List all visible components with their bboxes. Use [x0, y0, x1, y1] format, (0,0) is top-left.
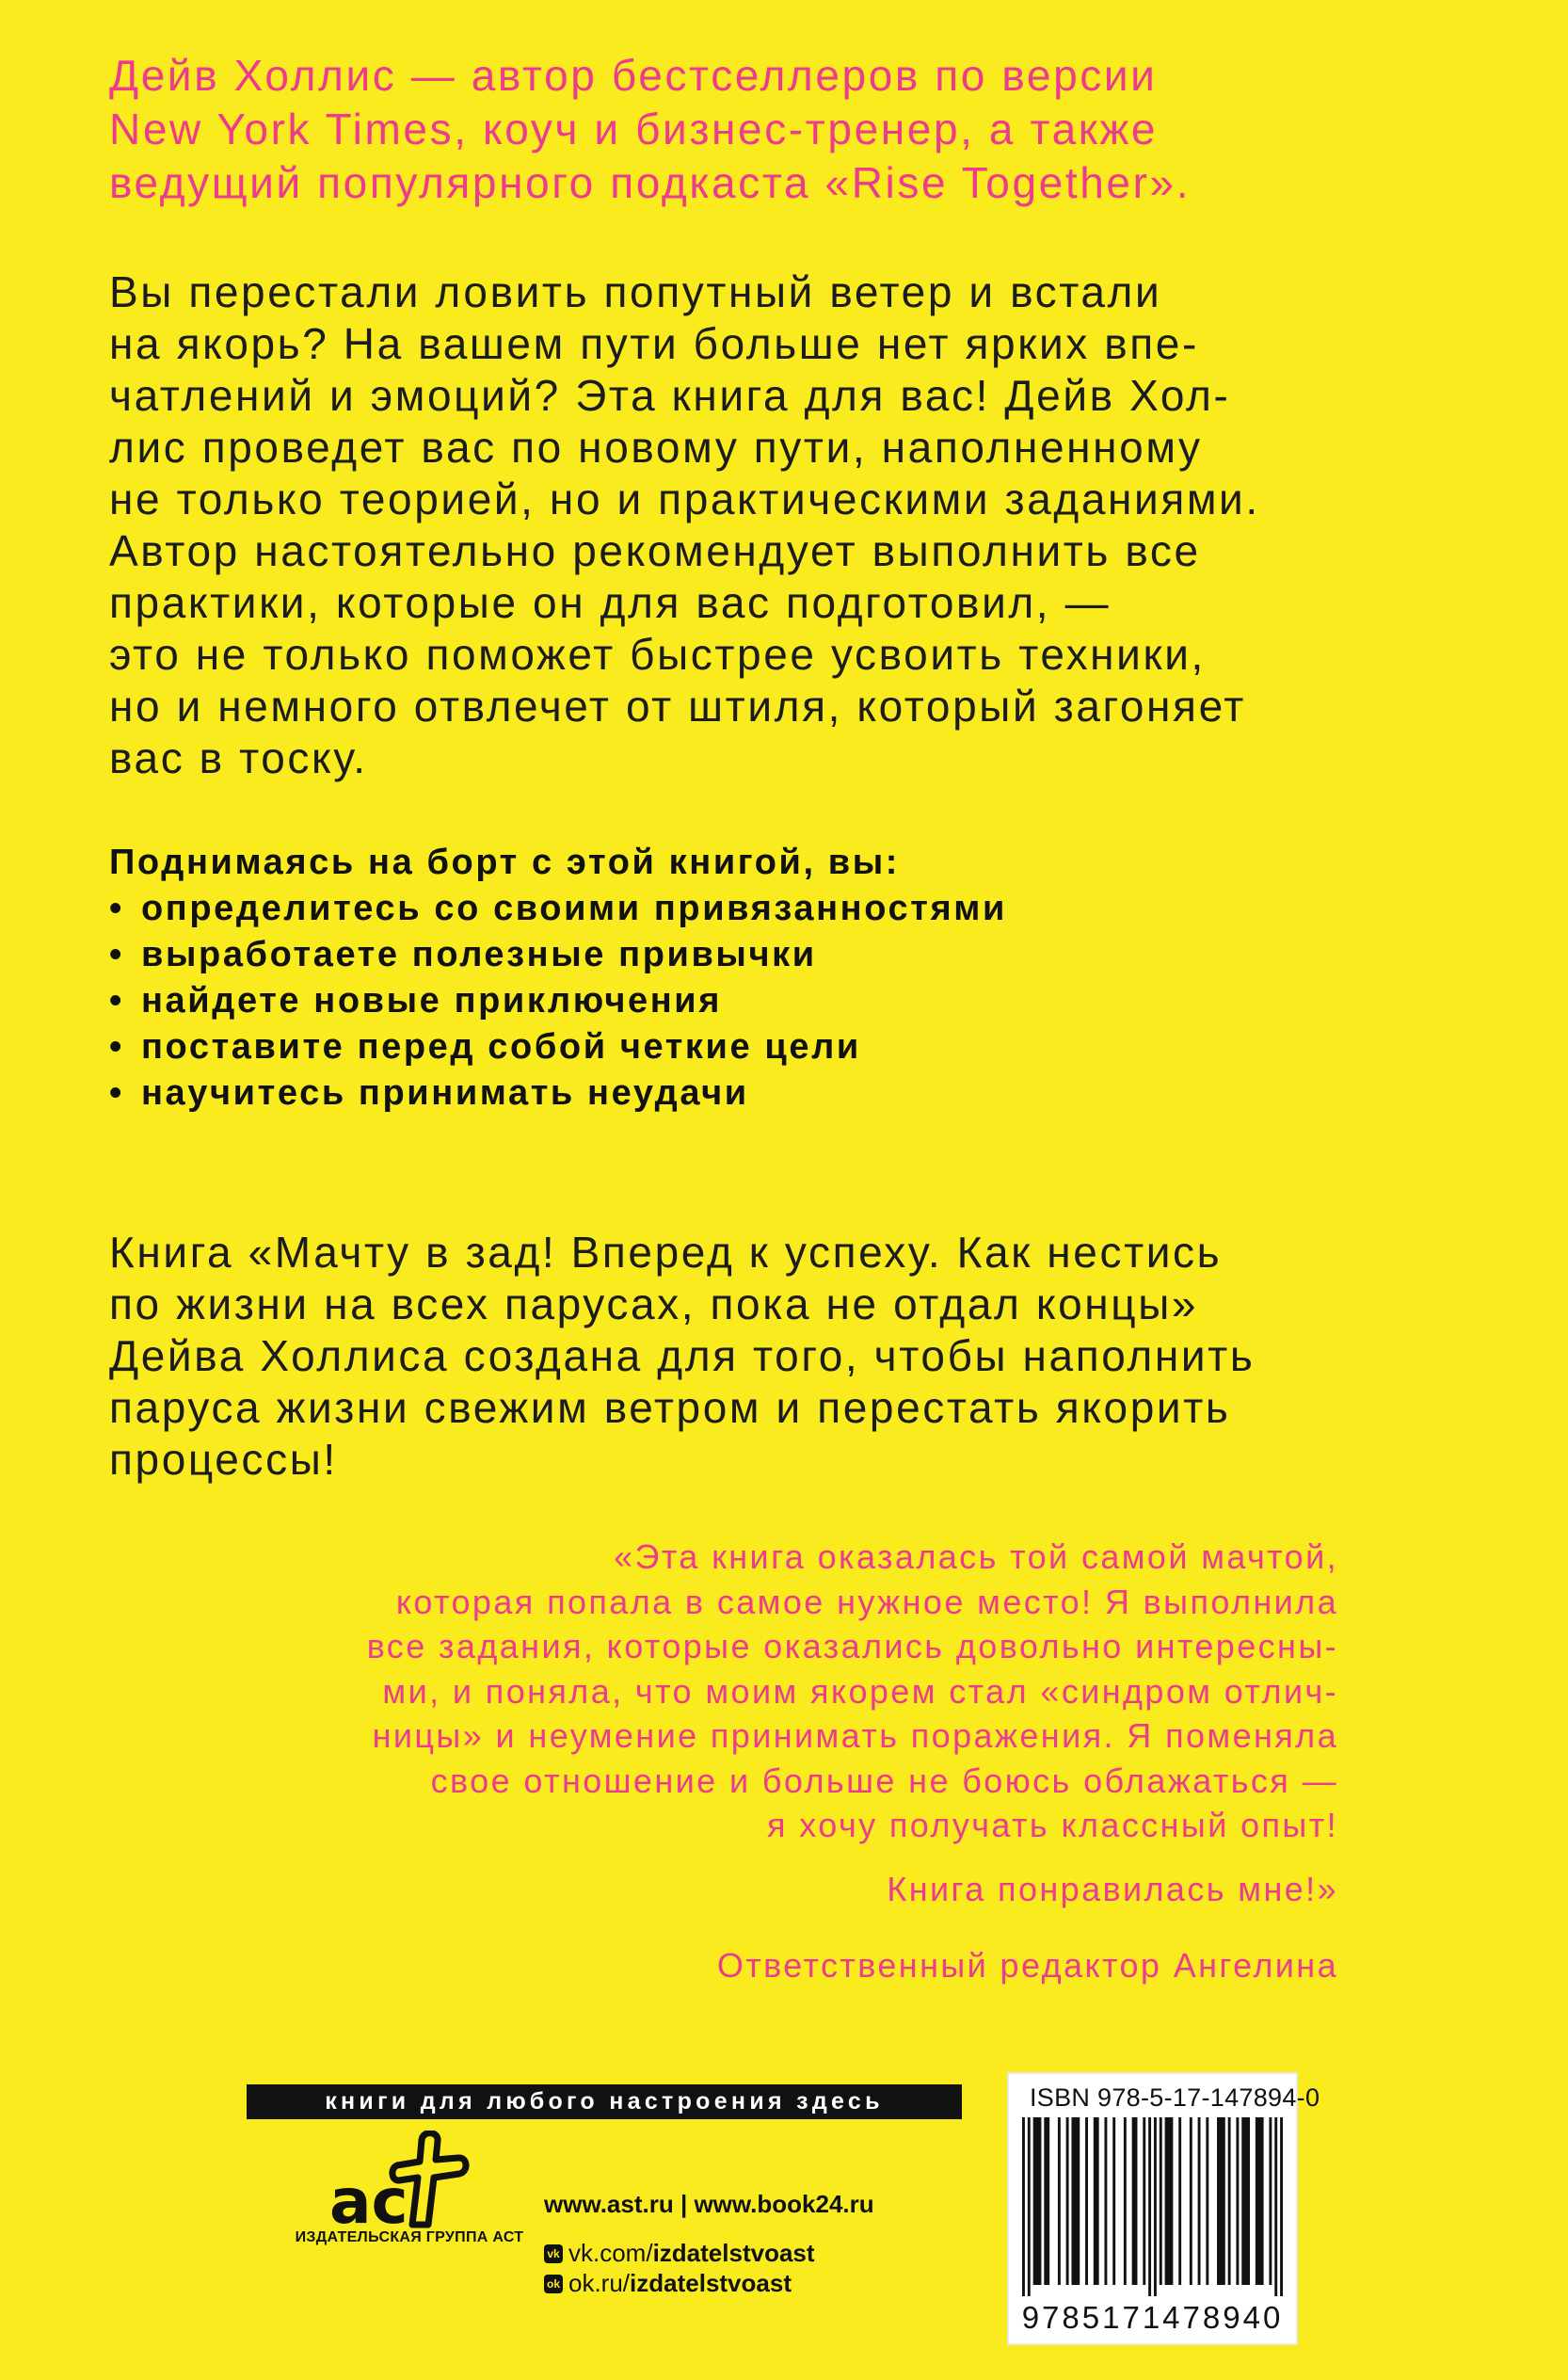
- quote-line: я хочу получать классный опыт!: [767, 1806, 1338, 1844]
- barcode-panel: [1007, 2072, 1320, 2345]
- barcode-bar: [1198, 2117, 1201, 2285]
- intro-line: ведущий популярного подкаста «Rise Together».: [109, 158, 1192, 207]
- barcode-bar: [1217, 2117, 1225, 2285]
- description-line: это не только поможет быстрее усвоить техники,: [109, 630, 1206, 679]
- barcode-bar: [1165, 2117, 1174, 2285]
- barcode-bar: [1104, 2117, 1107, 2285]
- barcode-bar: [1094, 2117, 1099, 2285]
- barcode-bar: [1241, 2117, 1250, 2285]
- barcode-bar: [1274, 2117, 1277, 2296]
- reader-quote: [367, 1535, 1338, 1911]
- quote-line: ми, и поняла, что моим якорем стал «синдром отлич-: [382, 1671, 1338, 1711]
- bullet-icon: •: [109, 1073, 124, 1113]
- barcode-bar: [1190, 2117, 1192, 2285]
- logo-letters: ас: [329, 2165, 408, 2229]
- list-item-label: выработаете полезные привычки: [141, 935, 817, 974]
- description-line: лис проведет вас по новому пути, наполненному: [109, 423, 1203, 472]
- description-line: не только теорией, но и практическими заданиями.: [109, 474, 1260, 523]
- list-item: [109, 1024, 1007, 1070]
- barcode-bar: [1228, 2117, 1231, 2285]
- tagline-banner: книги для любого настроения здесь: [247, 2084, 962, 2119]
- benefits-list: [109, 840, 1007, 1117]
- barcode-bar: [1160, 2117, 1162, 2285]
- ok-prefix: ok.ru/: [568, 2269, 631, 2297]
- quote-line: все задания, которые оказались довольно интересны-: [366, 1627, 1338, 1665]
- list-item: [109, 932, 1007, 978]
- barcode-bar: [1044, 2117, 1049, 2285]
- quote-line: которая попала в самое нужное место! Я выполнила: [395, 1582, 1338, 1621]
- list-item-label: научитесь принимать неудачи: [141, 1073, 749, 1113]
- website-links[interactable]: www.ast.ru | www.book24.ru: [544, 2190, 874, 2218]
- vk-link[interactable]: [544, 2239, 815, 2268]
- quote-signature: Ответственный редактор Ангелина: [716, 1946, 1338, 1985]
- description-line: вас в тоску.: [109, 733, 368, 782]
- quote-line: «Эта книга оказалась той самой мачтой,: [614, 1537, 1338, 1576]
- intro-line: New York Times, коуч и бизнес-тренер, а также: [109, 105, 1159, 153]
- isbn-label: ISBN 978-5-17-147894-0: [1030, 2083, 1320, 2112]
- barcode-bar: [1143, 2117, 1145, 2285]
- barcode-bar: [1256, 2117, 1264, 2285]
- barcode-bar: [1280, 2117, 1283, 2296]
- barcode-bar: [1066, 2117, 1069, 2285]
- ok-handle: izdatelstvoast: [630, 2269, 792, 2297]
- intro-line: Дейв Холлис — автор бестселлеров по версии: [109, 51, 1158, 100]
- barcode-bar: [1058, 2117, 1061, 2285]
- description-line: практики, которые он для вас подготовил, —: [109, 578, 1112, 627]
- benefits-items: [109, 886, 1007, 1117]
- list-item-label: поставите перед собой четкие цели: [141, 1027, 861, 1067]
- vk-prefix: vk.com/: [568, 2239, 653, 2267]
- barcode-bar: [1022, 2117, 1025, 2296]
- book-description: [109, 266, 1474, 784]
- vk-handle: izdatelstvoast: [652, 2239, 815, 2267]
- bullet-icon: •: [109, 981, 124, 1021]
- bullet-icon: •: [109, 1027, 124, 1067]
- summary-line: по жизни на всех парусах, пока не отдал концы»: [109, 1279, 1199, 1328]
- barcode-bar: [1236, 2117, 1239, 2285]
- barcode-bar: [1112, 2117, 1115, 2285]
- ok-link[interactable]: [544, 2269, 792, 2298]
- list-item: [109, 1070, 1007, 1117]
- barcode-bar: [1178, 2117, 1181, 2285]
- description-line: Вы перестали ловить попутный ветер и встали: [109, 267, 1162, 316]
- list-item: [109, 886, 1007, 932]
- summary-line: Книга «Мачту в зад! Вперед к успеху. Как нестись: [109, 1228, 1223, 1277]
- quote-line: ницы» и неумение принимать поражения. Я поменяла: [372, 1716, 1338, 1755]
- barcode-bar: [1269, 2117, 1272, 2285]
- bullet-icon: •: [109, 889, 124, 928]
- vk-icon: vk: [544, 2244, 563, 2263]
- barcode-digits: 9785171478940: [1021, 2300, 1284, 2335]
- barcode-bar: [1206, 2117, 1208, 2285]
- description-line: на якорь? На вашем пути больше нет ярких впе-: [109, 319, 1199, 368]
- list-item-label: найдете новые приключения: [141, 981, 723, 1021]
- barcode-bar: [1124, 2117, 1127, 2285]
- list-item: [109, 978, 1007, 1024]
- ok-icon: ok: [544, 2275, 563, 2293]
- barcode-bar: [1148, 2117, 1151, 2296]
- benefits-heading: Поднимаясь на борт с этой книгой, вы:: [109, 843, 901, 882]
- barcode-bar: [1028, 2117, 1031, 2296]
- list-item-label: определитесь со своими привязанностями: [141, 889, 1007, 928]
- bullet-icon: •: [109, 935, 124, 974]
- barcode-bar: [1033, 2117, 1042, 2285]
- barcode-bar: [1154, 2117, 1157, 2296]
- author-intro: [109, 49, 1464, 210]
- description-line: но и немного отвлечет от штиля, который загоняет: [109, 682, 1246, 731]
- description-line: Автор настоятельно рекомендует выполнить все: [109, 526, 1201, 575]
- barcode-icon: [1022, 2117, 1283, 2296]
- quote-line: свое отношение и больше не боюсь облажаться —: [430, 1761, 1338, 1800]
- barcode-bar: [1132, 2117, 1138, 2285]
- quote-closing: Книга понравилась мне!»: [887, 1869, 1338, 1908]
- barcode-bar: [1085, 2117, 1088, 2285]
- ast-logo-icon: [301, 2131, 518, 2229]
- summary-line: Дейва Холлиса создана для того, чтобы наполнить: [109, 1331, 1256, 1380]
- barcode-bar: [1071, 2117, 1080, 2285]
- description-line: чатлений и эмоций? Эта книга для вас! Дейв Хол-: [109, 371, 1231, 420]
- publisher-name: ИЗДАТЕЛЬСКАЯ ГРУППА АСТ: [295, 2229, 524, 2245]
- book-summary: [109, 1227, 1474, 1486]
- summary-line: процессы!: [109, 1435, 338, 1484]
- summary-line: паруса жизни свежим ветром и перестать якорить: [109, 1383, 1231, 1432]
